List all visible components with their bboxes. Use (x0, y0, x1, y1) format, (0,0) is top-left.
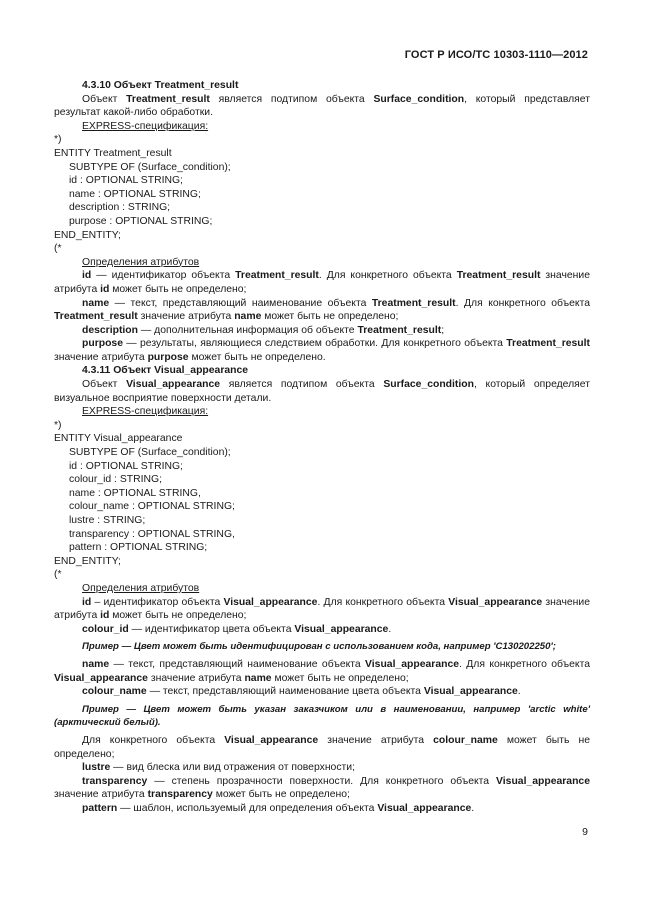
attr-def-colour-name: colour_name — текст, представляющий наименование цвета объекта Visual_appearance. (82, 686, 521, 698)
code-line: name : OPTIONAL STRING; (69, 188, 201, 200)
code-close: (* (54, 243, 62, 255)
code-end-entity: END_ENTITY; (54, 229, 121, 241)
code-line: ENTITY Visual_appearance (54, 433, 183, 445)
code-line: colour_name : OPTIONAL STRING; (69, 501, 235, 513)
treatment-result-intro: Объект Treatment_result является подтипом объекта Surface_condition, который представляет результат какой-либо обработки. (54, 93, 590, 119)
attr-def-name: name — текст, представляющий наименование объекта Visual_appearance. Для конкретного объекта Visual_appearance значение атрибута name может быть не определено; (54, 658, 591, 684)
page-content (54, 79, 590, 815)
colour-name-note: Для конкретного объекта Visual_appearance значение атрибута colour_name может быть не определено; (54, 734, 591, 760)
code-line: id : OPTIONAL STRING; (69, 460, 183, 472)
code-line: SUBTYPE OF (Surface_condition); (69, 161, 231, 173)
express-label: EXPRESS-спецификация: (82, 120, 209, 132)
code-line: purpose : OPTIONAL STRING; (69, 215, 213, 227)
attr-def-id: id — идентификатор объекта Treatment_result. Для конкретного объекта Treatment_result значение атрибута id может быть не определено; (54, 270, 590, 295)
section-title-treatment-result: 4.3.10 Объект Treatment_result (82, 80, 239, 91)
attr-def-transparency: transparency — степень прозрачности поверхности. Для конкретного объекта Visual_appearance значение атрибута transparency может быть не определено; (54, 775, 590, 801)
code-open: *) (54, 419, 62, 431)
attr-def-description: description — дополнительная информация об объекте Treatment_result; (82, 324, 445, 336)
code-line: colour_id : STRING; (69, 474, 162, 486)
code-line: transparency : OPTIONAL STRING, (69, 528, 235, 540)
code-line: description : STRING; (69, 202, 171, 214)
attr-def-lustre: lustre — вид блеска или вид отражения от поверхности; (82, 762, 355, 774)
document-header: ГОСТ Р ИСО/ТС 10303-1110—2012 (404, 49, 588, 61)
section-title-visual-appearance: 4.3.11 Объект Visual_appearance (82, 365, 249, 377)
visual-appearance-intro: Объект Visual_appearance является подтипом объекта Surface_condition, который определяет визуальное восприятие поверхности детали. (54, 379, 590, 404)
attr-defs-label: Определения атрибутов (82, 582, 200, 594)
example-note: Пример — Цвет может быть указан заказчиком или в наименовании, например 'arctic white' (арктический белый). (54, 703, 590, 729)
code-line: id : OPTIONAL STRING; (69, 175, 183, 187)
attr-def-pattern: pattern — шаблон, используемый для определения объекта Visual_appearance. (82, 802, 475, 814)
example-note: Пример — Цвет может быть идентифицирован с использованием кода, например 'C130202250'; (82, 641, 556, 653)
attr-def-name: name — текст, представляющий наименование объекта Treatment_result. Для конкретного объекта Treatment_result значение атрибута name может быть не определено; (54, 297, 590, 323)
code-open: *) (54, 134, 62, 146)
code-line: SUBTYPE OF (Surface_condition); (69, 447, 231, 459)
code-line: lustre : STRING; (69, 515, 146, 526)
attr-def-purpose: purpose — результаты, являющиеся следствием обработки. Для конкретного объекта Treatment_result значение атрибута purpose может быть не определено. (54, 338, 590, 363)
attr-def-id: id – идентификатор объекта Visual_appearance. Для конкретного объекта Visual_appearance значение атрибута id может быть не определено; (54, 596, 590, 622)
code-close: (* (54, 569, 62, 581)
code-end-entity: END_ENTITY; (54, 555, 121, 567)
express-label: EXPRESS-спецификация: (82, 406, 209, 418)
page-number: 9 (582, 826, 588, 838)
attr-def-colour-id: colour_id — идентификатор цвета объекта Visual_appearance. (82, 623, 392, 635)
code-line: ENTITY Treatment_result (54, 147, 172, 159)
code-line: pattern : OPTIONAL STRING; (69, 542, 208, 554)
code-line: name : OPTIONAL STRING, (69, 487, 201, 499)
attr-defs-label: Определения атрибутов (82, 256, 200, 268)
